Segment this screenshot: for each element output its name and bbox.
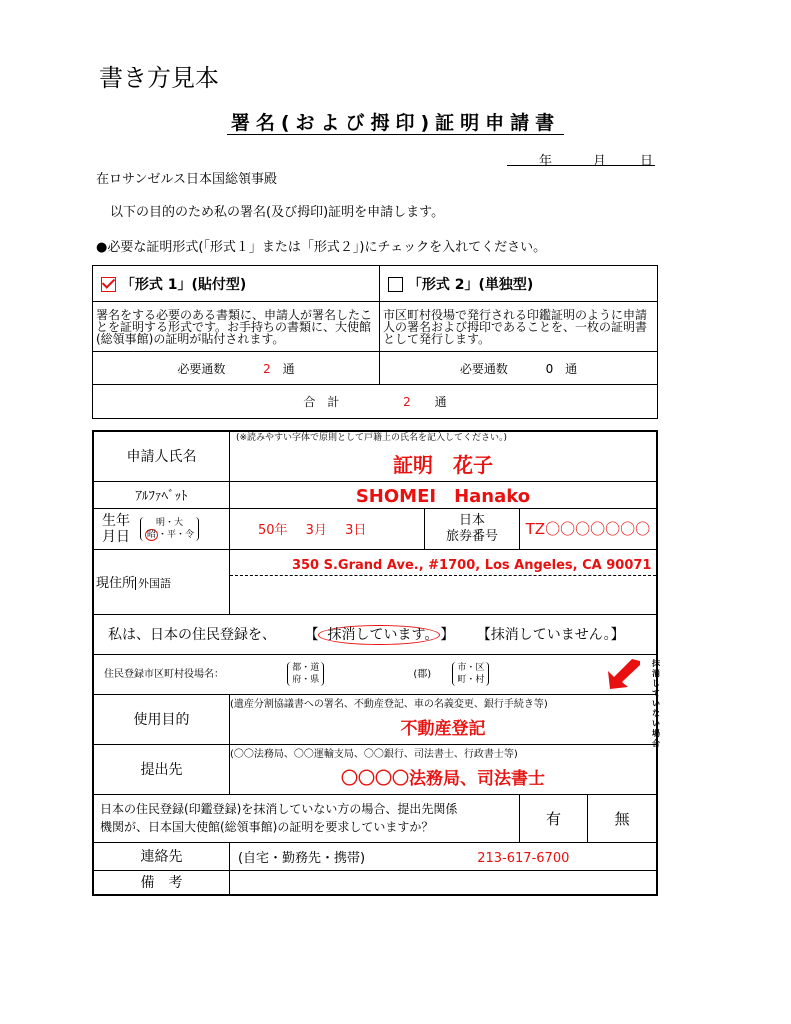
format-2-label: 「形式 2」(単独型) [407,276,534,293]
date-year: 年 [539,154,553,169]
dob-value[interactable]: 50年 3月 3日 [229,508,424,549]
dob-label-cell [93,508,229,549]
address-label: 現住所 [96,576,136,591]
format-table [92,265,658,419]
dob-month[interactable]: 3 [305,523,314,538]
application-table [92,430,658,896]
certification-yes[interactable]: 有 [519,794,588,842]
name-cell[interactable] [229,431,657,481]
address-label-cell [93,549,229,614]
contact-value[interactable]: 213-617-6700 [477,850,570,866]
purpose-value[interactable]: 不動産登記 [400,718,486,739]
era-selector[interactable]: 明・大 昭 ・平・令 [140,517,199,541]
contact-label: 連絡先 [93,842,229,870]
format-1-cell[interactable] [93,266,380,302]
dob-label-1: 生年 [102,512,130,529]
remarks-label: 備 考 [93,870,229,895]
passport-label: 日本 旅券番号 [425,508,519,549]
instruction: ●必要な証明形式(「形式１」または「形式２」)にチェックを入れてください。 [96,240,547,255]
contact-cell[interactable] [229,842,657,870]
date-line [507,150,655,169]
office-label: 住民登録市区町村役場名： [104,669,224,680]
format-2-cell[interactable] [380,266,658,302]
gun-label: (郡) [413,669,432,680]
request-text: 以下の目的のため私の署名(及び拇印)証明を申請します。 [110,205,445,220]
submit-value[interactable]: 〇〇〇〇法務局、司法書士 [340,768,545,789]
submit-label: 提出先 [93,744,229,794]
alpha-label: ｱﾙﾌｧﾍﾞｯﾄ [93,481,229,508]
dob-year[interactable]: 50 [257,523,275,538]
format-2-copies-value[interactable]: 0 [545,361,554,376]
format-1-label: 「形式 1」(貼付型) [120,276,247,293]
format-1-copies-value[interactable]: 2 [263,361,271,376]
certification-no[interactable]: 無 [588,794,657,842]
address-cell[interactable] [229,549,657,614]
total-copies-value[interactable]: 2 [403,395,411,409]
format-1-checkbox[interactable] [101,277,116,292]
submit-cell[interactable] [229,744,657,794]
pref-selector[interactable]: 都・道 府・県 [287,662,324,686]
address-value[interactable]: 350 S.Grand Ave., #1700, Los Angeles, CA 90071 [291,557,652,573]
format-1-copies: 必要通数 2 通 [93,352,380,385]
certification-question: 日本の住民登録(印鑑登録)を抹消していない方の場合、提出先関係 機関が、日本国大使館(総領事館)の証明を要求していますか？ [93,794,519,842]
city-selector[interactable]: 市・区 町・村 [452,662,489,686]
format-2-checkbox[interactable] [388,277,403,292]
foreign-label: 外国語 [135,577,171,590]
page-title: 署名(および拇印)証明申請書 [0,108,791,135]
submit-note: (〇〇法務局、〇〇運輸支局、〇〇銀行、司法書士、行政書士等) [229,748,518,760]
addressee: 在ロサンゼルス日本国総領事殿 [96,172,277,187]
purpose-note: (遺産分割協議書への署名、不動産登記、車の名義変更、銀行手続き等) [229,698,548,710]
purpose-label: 使用目的 [93,694,229,744]
name-note: (※読みやすい字体で原則として戸籍上の氏名を記入してください。) [235,433,508,443]
arrow-note: 抹消してい ない場合 [652,658,660,748]
red-arrow-icon [606,657,646,691]
dob-day[interactable]: 3 [345,523,354,538]
residence-option-selected[interactable]: 抹消しています。 [318,625,440,645]
name-value[interactable]: 証明 花子 [392,453,493,477]
sample-label: 書き方見本 [99,64,219,92]
residence-row: 私は、日本の住民登録を、 【 抹消しています。 】 【抹消していません。】 [93,614,657,654]
residence-option-other[interactable]: 抹消していません。 [490,627,611,643]
era-selected[interactable]: 昭 [147,529,157,540]
residence-question: 私は、日本の住民登録を、 [108,627,276,643]
date-day: 日 [640,154,654,169]
name-label: 申請人氏名 [93,431,229,481]
passport-value[interactable]: TZ〇〇〇〇〇〇〇 [519,508,657,549]
date-month: 月 [593,154,607,169]
contact-note: (自宅・勤務先・携帯) [237,850,366,866]
purpose-cell[interactable] [229,694,657,744]
alpha-value[interactable]: SHOMEI Hanako [229,481,657,508]
remarks-cell[interactable] [229,870,657,895]
format-2-copies: 必要通数 0 通 [380,352,658,385]
format-1-description: 署名をする必要のある書類に、申請人が署名したことを証明する形式です。お手持ちの書類に、大使館(総領事館)の証明が貼付されます。 [93,302,380,352]
dob-label-2: 月日 [102,528,130,545]
format-2-description: 市区町村役場で発行される印鑑証明のように申請人の署名および拇印であることを、一枚の証明書として発行します。 [380,302,658,352]
total-copies: 合 計 2 通 [93,385,658,419]
address-line [230,575,656,576]
